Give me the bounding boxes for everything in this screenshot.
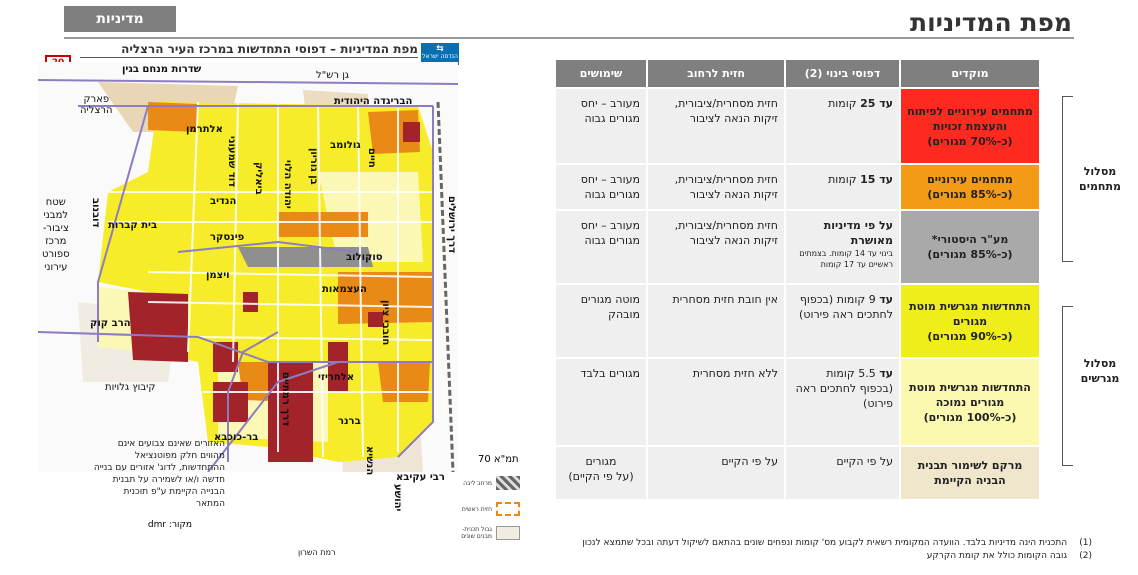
map-label-rabbi-akiva: רבי עקיבא <box>396 472 445 483</box>
building-cell: עד 5.5 קומות (בכפוף לחתכים ראה פירוט) <box>786 359 899 445</box>
map-label-kibbutz-galuyot: קיבוץ גלויות <box>105 382 156 393</box>
map-label-shimoni: דוד שמעוני <box>226 136 237 188</box>
street-cell: חזית מסחרית/ציבורית, זיקות הנאה לציבור <box>648 165 784 209</box>
priority-cell: מתחמים עירוניים לפיתוח והעצמת זכויות (כ-70% מגורים) <box>901 89 1039 163</box>
priority-cell: מע"ר היסטורי* (כ-85% מגורים) <box>901 211 1039 283</box>
track-bracket-compounds <box>1062 96 1073 262</box>
uses-cell: מוטה מגורים מובהק <box>556 285 646 357</box>
page-title: מפת המדיניות <box>910 8 1072 37</box>
map-label-yehoshua: יהושע <box>392 484 403 512</box>
legend-label-core: מרחב ליבה <box>463 480 492 487</box>
map-label-park: פארק הרצליה <box>80 94 113 116</box>
section-tab[interactable]: מדיניות <box>64 6 176 32</box>
uses-cell: מגורים (על פי הקיים) <box>556 447 646 499</box>
map-label-bialik: ביאליק <box>253 162 264 195</box>
map-label-begin: שדרות מנחם בגין <box>122 64 202 75</box>
uses-cell: מעורב – יחס מגורים גבוה <box>556 211 646 283</box>
street-cell: חזית מסחרית/ציבורית, זיקות הנאה לציבור <box>648 211 784 283</box>
uses-cell: מגורים בלבד <box>556 359 646 445</box>
street-cell: ללא חזית מסחרית <box>648 359 784 445</box>
footnote-2: (2) גובה הקומות כולל את קומת הקרקע <box>926 551 1092 561</box>
map-label-alterman: אלתרמן <box>186 124 223 135</box>
map-label-dubnov: דובנוב <box>90 198 101 228</box>
building-cell: על פי מדיניות מאושרת בינוי עד 14 קומות. בצמתים ראשיים עד 17 קומות <box>786 211 899 283</box>
table-row <box>556 211 1039 283</box>
map-label-yehuda-halevi: יהודה הלוי <box>282 160 293 209</box>
col-header-priority: מוקדים <box>901 60 1039 87</box>
map-label-ramatayim: דרך רמתיים <box>280 372 291 427</box>
map-label-haim: חיים <box>366 148 377 168</box>
map-label-pinsker: פינסקר <box>210 232 245 243</box>
legend-swatch-border <box>496 526 520 540</box>
map-label-cemetery: בית קברות <box>108 220 158 231</box>
map-label-gan-rashal: גן רש"ל <box>316 70 350 81</box>
map-label-atzmaut: העצמאות <box>322 284 367 295</box>
col-header-uses: שימושים <box>556 60 646 87</box>
building-cell: עד 9 קומות (בכפוף לחתכים ראה פירוט) <box>786 285 899 357</box>
map-label-hovevei-zion: חובבי ציון <box>380 300 391 346</box>
header-divider <box>64 37 1074 39</box>
map-label-hanadiv: הנדיב <box>210 196 237 207</box>
street-cell: אין חובת חזית מסחרית <box>648 285 784 357</box>
map-label-ramat-hasharon: רמת השרון <box>298 548 336 557</box>
map-label-ben-gurion-st: בן גוריון <box>308 148 319 185</box>
priority-cell: מרקם לשימור תבנית הבניה הקיימת <box>901 447 1039 499</box>
map-source: מקור: dmr <box>147 520 192 530</box>
street-cell: על פי הקיים <box>648 447 784 499</box>
track-label-compounds: מסלול מתחמים <box>1079 165 1121 193</box>
map-label-derech-yerushalayim: דרך ירושלים <box>446 196 457 254</box>
legend-label-border: גבול תכנית- מבנים שונים <box>461 526 492 540</box>
priority-cell: מתחמים עירוניים (כ-85% מגורים) <box>901 165 1039 209</box>
map-title: מפת המדיניות – דפוסי התחדשות במרכז העיר הרצליה <box>80 42 418 58</box>
map-label-elharizi: אלחריזי <box>318 372 355 383</box>
legend-swatch-front <box>496 502 520 516</box>
policy-table <box>554 58 1041 501</box>
priority-cell: התחדשות מגרשית מוטת מגורים נמוכה (כ-100% מגורים) <box>901 359 1039 445</box>
logo: ⇆ הנדסה ישראל <box>421 43 459 65</box>
map-label-hanassi: הנשיא <box>364 446 375 476</box>
priority-cell: התחדשות מגרשית מוטת מגורים (כ-90% מגורים) <box>901 285 1039 357</box>
col-header-street: חזית לרחוב <box>648 60 784 87</box>
track-label-plots: מסלול מגרשים <box>1080 357 1120 385</box>
uses-cell: מעורב – יחס מגורים גבוה <box>556 165 646 209</box>
map-label-sokolov: סוקולוב <box>346 252 383 263</box>
map-label-weizmann: ויצמן <box>206 270 230 281</box>
map-label-public-area: שטח למבני ציבור- מרכז ספורט עירוני <box>42 197 70 273</box>
legend-swatch-core <box>496 476 520 490</box>
footnote-1: (1) התכנית הינה מדיניות בלבד. הוועדה המקומית רשאית לקבוע מס' קומות ונפחים שונים בהתאם לשיקול דעתה ובכל שתמצא לנכון <box>582 538 1092 548</box>
col-header-building: דפוסי בינוי (2) <box>786 60 899 87</box>
map-label-golomb: גולומב <box>330 140 361 151</box>
building-cell: עד 15 קומות <box>786 165 899 209</box>
legend-label-front: חזית ראשית <box>461 506 492 513</box>
table-row <box>556 165 1039 209</box>
table-row <box>556 285 1039 357</box>
map-note: האזורים שאינם צבועים אינם מהווים חלק מפוטנציאל ההתחדשות, לדוג' אזורים עם בנייה חדשה ו/או לשמירה על תבנית הבנייה הקיימת ע"פ תוכנית המתאר <box>93 439 225 509</box>
uses-cell: מעורב – יחס מגורים גבוה <box>556 89 646 163</box>
building-cell: עד 25 קומות <box>786 89 899 163</box>
map-label-brigade: הבריגדה היהודית <box>334 96 413 107</box>
table-header-row <box>556 60 1039 87</box>
table-row <box>556 89 1039 163</box>
street-cell: חזית מסחרית/ציבורית, זיקות הנאה לציבור <box>648 89 784 163</box>
legend-title: תמ"א 70 <box>478 454 519 465</box>
track-bracket-plots <box>1062 306 1073 466</box>
table-row <box>556 359 1039 445</box>
table-row <box>556 447 1039 499</box>
map-label-brenner: ברנר <box>338 416 361 427</box>
building-cell: על פי הקיים <box>786 447 899 499</box>
policy-map <box>38 62 458 472</box>
map-label-rav-kook: הרב קוק <box>90 318 131 329</box>
map-label-bar-kochva: בר-כוכבא <box>214 432 259 443</box>
